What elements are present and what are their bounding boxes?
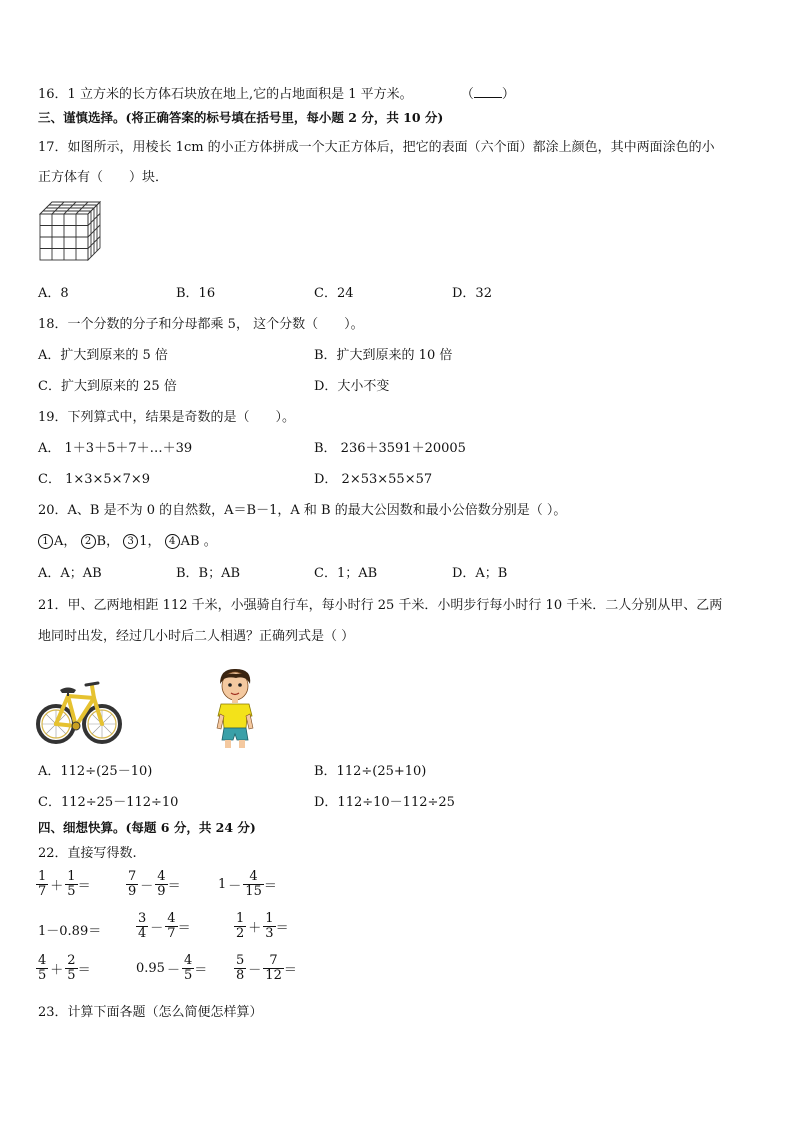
q17-option-a[interactable]: A．8 [38,286,69,301]
boy-illustration [212,666,258,750]
section3-title: 三、谨慎选择。(将正确答案的标号填在括号里，每小题 2 分，共 10 分) [38,110,444,125]
q17-option-b[interactable]: B．16 [176,286,216,301]
q18-option-c[interactable]: C．扩大到原来的 25 倍 [38,379,177,394]
choice-text-3: 1， [139,534,161,549]
fraction: $\frac{7}{9}$ [128,869,137,899]
q23-stem: 23．计算下面各题（怎么简便怎样算） [38,1005,263,1020]
q18-stem: 18．一个分数的分子和分母都乘 5， 这个分数（ ）。 [38,317,364,332]
q21-option-a[interactable]: A．112÷(25－10) [38,764,153,779]
choice-text-1: A， [54,534,77,549]
fraction: $\frac{5}{8}$ [236,953,245,983]
q21-line1: 21．甲、乙两地相距 112 千米，小强骑自行车，每小时行 25 千米．小明步行每小时行 10 千米．二人分别从甲、乙两 [38,598,723,613]
q19-option-a[interactable]: A． 1＋3＋5＋7＋…＋39 [38,441,193,456]
q21-option-d[interactable]: D．112÷10－112÷25 [314,795,455,810]
cube-figure [38,200,104,262]
fraction: $\frac{1}{3}$ [265,911,274,941]
q17-line1: 17．如图所示，用棱长 1cm 的小正方体拼成一个大正方体后，把它的表面（六个面）都涂上颜色，其中两面涂色的小 [38,140,715,155]
q16-text: 16．1 立方米的长方体石块放在地上,它的占地面积是 1 平方米。 [38,87,413,102]
fraction: $\frac{1}{5}$ [67,869,76,899]
q18-option-d[interactable]: D．大小不变 [314,379,390,394]
q20-choices [38,530,217,549]
q20-stem: 20．A、B 是不为 0 的自然数，A＝B－1，A 和 B 的最大公因数和最小公倍数分别是（ ）。 [38,503,567,518]
fraction: $\frac{2}{5}$ [67,953,76,983]
fraction: $\frac{1}{7}$ [38,869,47,899]
q22-expr-7: $\frac{4}{5}$ ＋ $\frac{2}{5}$ ＝ [38,953,91,983]
q16-line [38,83,515,102]
fraction: $\frac{7}{12}$ [265,953,282,983]
q22-expr-4: 1－0.89＝ [38,924,102,939]
choice-text-2: B， [96,534,120,549]
choice-mark-4: 4 [165,534,180,549]
choice-text-4: AB 。 [180,534,217,549]
q18-option-b[interactable]: B．扩大到原来的 10 倍 [314,348,453,363]
fraction: $\frac{4}{9}$ [157,869,166,899]
q22-expr-3: 1 － $\frac{4}{15}$ ＝ [218,869,277,899]
q19-option-c[interactable]: C． 1×3×5×7×9 [38,472,151,487]
q22-expr-6: $\frac{1}{2}$ ＋ $\frac{1}{3}$ ＝ [236,911,289,941]
q21-option-b[interactable]: B．112÷(25+10) [314,764,427,779]
q20-option-c[interactable]: C．1；AB [314,566,378,581]
q22-expr-9: $\frac{5}{8}$ － $\frac{7}{12}$ ＝ [236,953,297,983]
q22-expr-5: $\frac{3}{4}$ － $\frac{4}{7}$ ＝ [138,911,191,941]
fraction: $\frac{4}{5}$ [38,953,47,983]
fraction: $\frac{1}{2}$ [236,911,245,941]
q20-option-d[interactable]: D．A；B [452,566,508,581]
q17-line2: 正方体有（ ）块． [38,170,169,185]
section4-title: 四、细想快算。(每题 6 分，共 24 分) [38,820,256,835]
q20-option-b[interactable]: B．B；AB [176,566,241,581]
q16-paren-left: （ [460,87,474,102]
q16-paren-right: ） [501,87,515,102]
q21-option-c[interactable]: C．112÷25－112÷10 [38,795,179,810]
q18-option-a[interactable]: A．扩大到原来的 5 倍 [38,348,168,363]
q22-stem: 22．直接写得数. [38,846,137,861]
q21-line2: 地同时出发，经过几小时后二人相遇？正确列式是（ ） [38,629,355,644]
q22-expr-1: $\frac{1}{7}$ ＋ $\frac{1}{5}$ ＝ [38,869,91,899]
choice-mark-2: 2 [81,534,96,549]
fraction: $\frac{3}{4}$ [138,911,147,941]
q22-expr-8: 0.95 － $\frac{4}{5}$ ＝ [136,953,208,983]
choice-mark-1: 1 [38,534,53,549]
bicycle-illustration [36,672,122,748]
fraction: $\frac{4}{7}$ [167,911,176,941]
q19-option-b[interactable]: B． 236＋3591＋20005 [314,441,466,456]
q20-option-a[interactable]: A．A；AB [38,566,102,581]
q16-answer-blank[interactable] [474,86,502,98]
q22-expr-2: $\frac{7}{9}$ － $\frac{4}{9}$ ＝ [128,869,181,899]
q19-stem: 19．下列算式中，结果是奇数的是（ ）。 [38,410,296,425]
q17-option-d[interactable]: D．32 [452,286,492,301]
fraction: $\frac{4}{15}$ [245,869,262,899]
q17-option-c[interactable]: C．24 [314,286,354,301]
choice-mark-3: 3 [123,534,138,549]
q19-option-d[interactable]: D． 2×53×55×57 [314,472,433,487]
fraction: $\frac{4}{5}$ [183,953,193,983]
